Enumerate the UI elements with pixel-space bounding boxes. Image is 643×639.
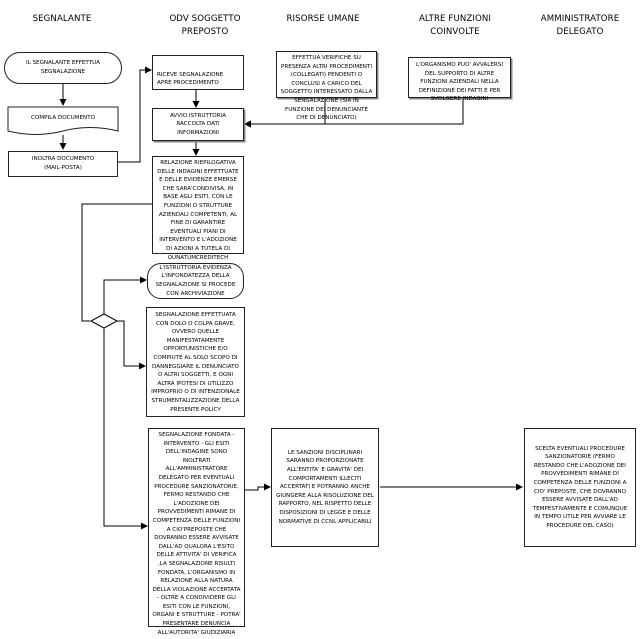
- lane-header-odv-line1: ODV SOGGETTO: [169, 14, 241, 24]
- node-relazione-riepilogativa: [152, 156, 244, 261]
- lane-header-odv-line2: PREPOSTO: [181, 27, 229, 37]
- node-inoltra-documento: [8, 151, 118, 177]
- node-organismo-avvalersi: [408, 57, 511, 103]
- lane-header-segnalante-label: SEGNALANTE: [32, 14, 92, 24]
- lane-header-risorse-label: RISORSE UMANE: [286, 14, 360, 24]
- node-compila-documento: [8, 108, 118, 128]
- node-scelta-procedure: [524, 428, 636, 547]
- lane-header-altre-line2: COINVOLTE: [430, 27, 480, 37]
- node-inoltra-text: INOLTRA DOCUMENTO (MAIL-POSTA): [31, 156, 95, 171]
- node-avvio-text: AVVIO ISTRUTTORIA RACCOLTA DATI INFORMAZIONI: [169, 112, 227, 136]
- lane-header-altre-line1: ALTRE FUNZIONI: [418, 14, 492, 24]
- node-effettua-text: IL SEGNALANTE EFFETTUA SEGNALAZIONE: [25, 60, 101, 75]
- node-infondatezza-text: L'ISTRUTTORIA EVIDENZA L'INFONDATEZZA DELLA SEGNALAZIONE SI PROCEDE CON ARCHIVIAZIONE: [155, 264, 236, 297]
- node-infondatezza-archiviazione: [147, 263, 244, 299]
- node-segnalazione-dolo: [146, 307, 245, 417]
- node-verifiche-text: EFFETTUA VERIFICHE SU PRESENZA ALTRI PROCEDIMENTI (COLLEGATI) PENDENTI O CONCLUSI A CARICO DEL SOGGETTO INTERESSATO DALLA SENGALAZIONE (SIA IN FUNZIONE DEI DENUNCIANTE CHE DI DENUNCIATO): [280, 55, 373, 122]
- node-riceve-text: RICEVE SEGNALAZIONE APRE PROCEDIMENTO: [157, 71, 224, 87]
- node-compila-text: COMPILA DOCUMENTO: [30, 114, 96, 121]
- node-effettua-verifiche: [276, 51, 377, 122]
- node-sanzioni-disciplinari: [271, 428, 379, 547]
- node-avvio-istruttoria: [152, 108, 244, 141]
- lane-header-amm-line2: DELEGATO: [556, 27, 604, 37]
- node-riceve-segnalazione: [152, 55, 244, 90]
- node-scelta-text: SCELTA EVENTUALI PROCEDURE SANZIONATORIE (FERMO RESTANDO CHE L'ADOZIONE DEI PROVVEDIMENTI RIMANE DI COMPETENZA DELLE FUNZIONI A CIO' PREPOSTE, CHE DOVRANNO ESSERE AVVISATE DALL'AD TEMPESTIVAMENTE E COMUNQUE IN TEMPO UTILE PER AVVIARE LE PROCEDURE DEL CASO): [532, 445, 628, 529]
- node-relazione-text: RELAZIONE RIEPILOGATIVA DELLE INDAGINI EFFETTUATE E DELLE EVIDENZE EMERSE CHE SARA'CONDIVISA, IN BASE AGLI ESITI, CON LE FUNZIONI O STRUTTURE AZIENDALI COMPETENTI, AL FINE DI GARANTIRE EVENTUALI PIANI DI INTERVENTO E L'ADOZIONE DI AZIONI A TUTELA DI QUNATUMCREDITECH: [157, 160, 239, 261]
- node-fondata-text: SEGNALAZIONE FONDATA - INTERVENTO - GLI ESITI DELL'INDAGINE SONO INOLTRATI ALL'AMMINISTRATORE DELEGATO PER EVENTUALI PROCEDURE SANZIONATORIE, FERMO RESTANDO CHE L'ADOZIONE DEI PROVVEDIMENTI RIMANE DI COMPETENZA DELLE FUNZIONI A CIO'PREPOSTE CHE DOVRANNO ESSERE AVVISATE DALL'AD QUALORA L'ESITO DELLE ATTIVITA' DI VERIFICA ,LA SEGNALAZIONE RISULTI FONDATA, L'ORGANISMO IN RELAZIONE ALLA NATURA DELLA VIOLAZIONE ACCERTATA - OLTRE A CONDIVIDERE GLI ESITI CON LE FUNZIONI, ORGANI E STRUTTURE - POTRA' PRESENTARE DENUNCIA ALL'AUTORITA' GIUDIZIARIA: [152, 432, 241, 636]
- node-sanzioni-text: LE SANZIONI DISCIPLINARI SARANNO PROPORZIONATE ALL'ENTITA' E GRAVITA' DEI COMPORTAMENTI ILLECITI ACCERTATI E POTRANNO ANCHE GIUNGERE ALLA RISOLUZIONE DEL RAPPORTO, NEL RISPETTO DELLE DISPOSIZIONI DI LEGGE E DELLE NORMATIVE DI CCNL APPLICABILI: [276, 449, 374, 525]
- node-segnalazione-fondata: [148, 428, 245, 636]
- node-dolo-text: SEGNALAZIONE EFFETTUATA CON DOLO O COLPA GRAVE, OVVERO QUELLE MANIFESTATAMENTE OPPORTUNISTICHE E/O COMPIUTE AL SOLO SCOPO DI DANNEGGIARE IL DENUNCIATO O ALTRI SOGGETTI, E OGNI ALTRA IPOTESI DI UTILIZZO IMPROPRIO O DI INTENZIONALE STRUMENTALIZZAZIONE DELLA PRESENTE POLICY: [151, 312, 240, 413]
- node-avvalersi-text: L'ORGANISMO PUO' AVVALERSI DEL SUPPORTO DI ALTRE FUNZIONI AZIENDALI NELLA DEFINIZIONE DEI FATTI E PER SVOLGERE INDAGINI: [415, 62, 503, 103]
- lane-header-amm-line1: AMMINISTRATORE: [540, 14, 620, 24]
